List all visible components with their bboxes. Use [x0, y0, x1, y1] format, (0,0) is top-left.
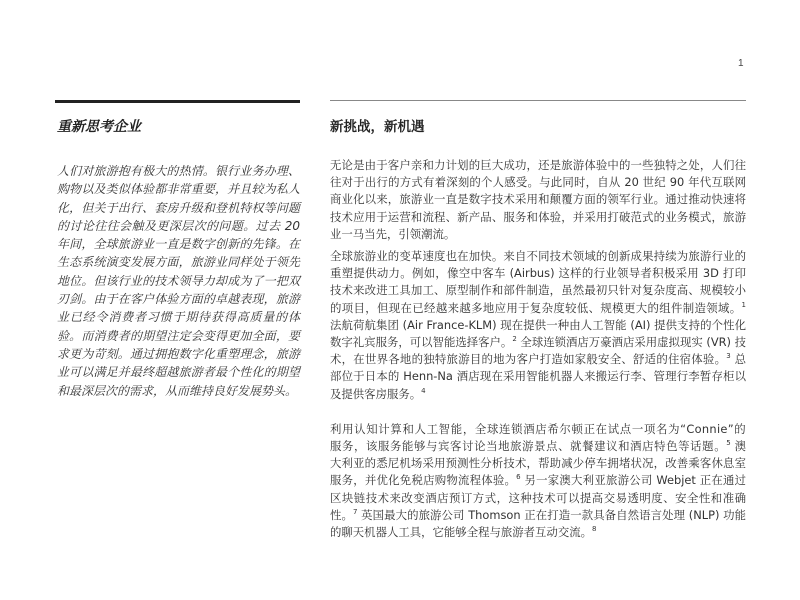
sidebar-column [55, 100, 300, 400]
footnote-ref-5: 5 [726, 439, 731, 448]
paragraph-2 [330, 248, 746, 403]
sidebar-divider [55, 100, 300, 103]
footnote-ref-6: 6 [516, 473, 521, 482]
sidebar-intro-text: 人们对旅游抱有极大的热情。银行业务办理、购物以及类似体验都非常重要，并且较为私人化，但关于出行、套房升级和登机特权等问题的讨论往往会触及更深层次的问题。过去 20 年间，全球旅游业一直是数字创新的先锋。在生态系统演变发展方面，旅游业同样处于领先地位。但该行业的技术领导力却成为了一把双刃剑。由于在客户体验方面的卓越表现，旅游业已经令消费者习惯于期待获得高质量的体验。而消费者的期望注定会变得更加全面，要求更为苛刻。通过拥抱数字化重塑理念，旅游业可以满足并最终超越旅游者最个性化的期望和最深层次的需求，从而维持良好发展势头。 [57, 164, 300, 398]
paragraph-1: 无论是由于客户亲和力计划的巨大成功，还是旅游体验中的一些独特之处，人们往往对于出行的方式有着深刻的个人感受。与此同时，自从 20 世纪 90 年代互联网商业化以来，旅游业一直是数字技术采用和颠覆方面的领军行业。通过推动快速将技术应用于运营和流程、新产品、服务和体验，并采用打破范式的业务模式，旅游业一马当先，引领潮流。 [330, 158, 746, 241]
paragraph-2-text: 全球连锁酒店万豪酒店采用虚拟现实 (VR) 技术，在世界各地的独特旅游目的地为客户打造如家般安全、舒适的住宿体验。 [330, 335, 746, 367]
main-divider [330, 100, 746, 101]
footnote-ref-3: 3 [726, 352, 731, 361]
paragraph-3-text: 英国最大的旅游公司 Thomson 正在打造一款具备自然语言处理 (NLP) 功能的聊天机器人工具，它能够全程与旅游者互动交流。 [330, 507, 746, 540]
paragraph-3-text: 利用认知计算和人工智能，全球连锁酒店希尔顿正在试点一项名为“Connie”的服务，该服务能够与宾客讨论当地旅游景点、就餐建议和酒店特色等话题。 [330, 421, 746, 454]
paragraph-2-text: 全球旅游业的变革速度也在加快。来自不同技术领域的创新成果持续为旅游行业的重塑提供动力。例如，像空中客车 (Airbus) 这样的行业领导者积极采用 3D 打印技术来改进工具加工、原型制作和部件制造，虽然最初只针对复杂度高、规模较小的项目，但现在已经越来越多地应用于复杂度较低、规模更大的组件制造领域。 [330, 249, 746, 315]
paragraph-3 [330, 421, 746, 541]
footnote-ref-7: 7 [352, 508, 358, 517]
footnote-ref-1: 1 [741, 300, 746, 309]
sidebar-title: 重新思考企业 [57, 119, 141, 135]
page-number: 1 [738, 58, 744, 69]
paragraph-2-text: 总部位于日本的 Henn-Na 酒店现在采用智能机器人来搬运行李、管理行李暂存柜以及提供客房服务。 [330, 352, 746, 401]
main-column [330, 100, 746, 541]
paragraph-3-text: 另一家澳大利亚旅游公司 Webjet 正在通过区块链技术来改变酒店预订方式，这种技术可以提高交易透明度、安全性和准确性。 [330, 473, 746, 522]
footnote-ref-2: 2 [512, 335, 517, 344]
paragraph-3-text: 澳大利亚的悉尼机场采用预测性分析技术，帮助减少停车拥堵状况，改善乘客休息室服务，并优化免税店购物流程体验。 [330, 439, 746, 488]
section-title: 新挑战，新机遇 [330, 119, 425, 135]
footnote-ref-8: 8 [592, 525, 597, 534]
paragraph-2-text: 法航荷航集团 (Air France-KLM) 现在提供一种由人工智能 (AI) 提供支持的个性化数字礼宾服务，可以智能选择客户。 [330, 317, 746, 350]
footnote-ref-4: 4 [421, 386, 426, 395]
